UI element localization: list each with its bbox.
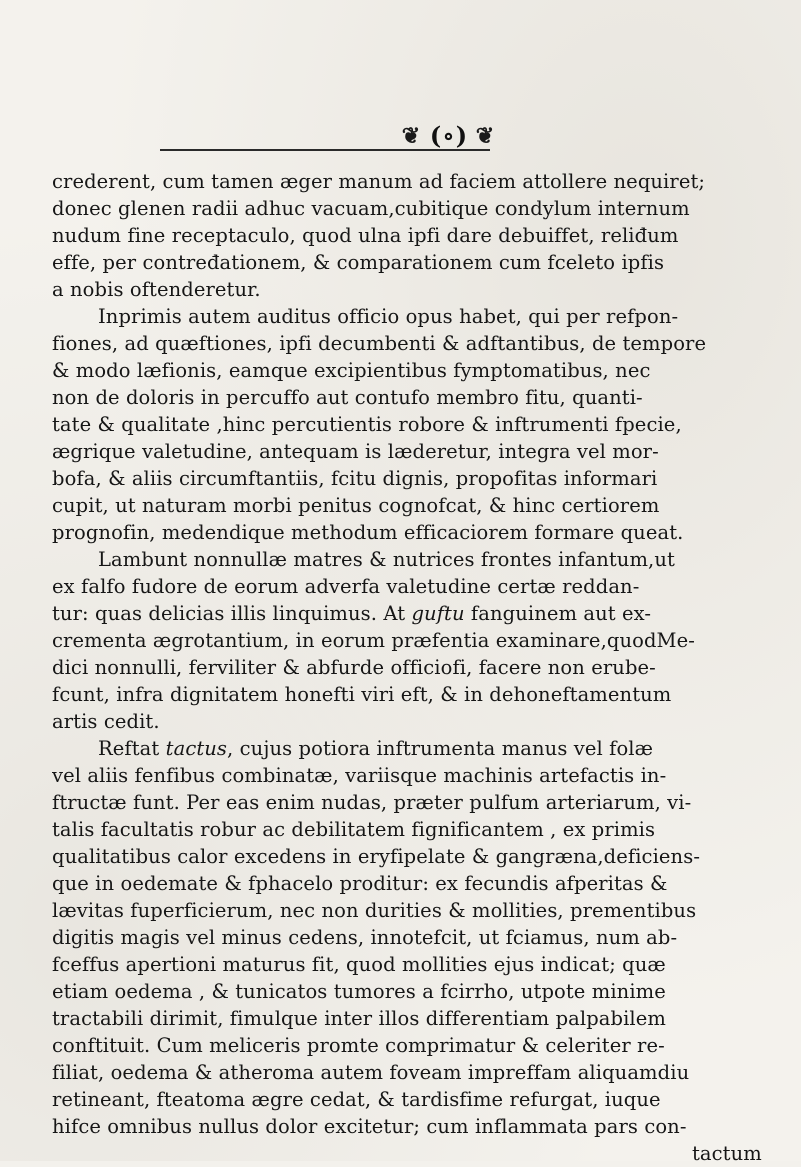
header-ornament bbox=[300, 118, 540, 168]
paragraph-start: Lambunt nonnullæ matres & nutrices frontes infantum,ut bbox=[98, 548, 675, 571]
text-line: conftituit. Cum meliceris promte comprimatur & celeriter re- bbox=[52, 1034, 665, 1057]
text-line-gustu bbox=[52, 600, 794, 627]
page-mark: (∘) bbox=[429, 121, 469, 150]
text-line: fiones, ad quæftiones, ipfi decumbenti & adftantibus, de tempore bbox=[52, 332, 707, 355]
text-line: filiat, oedema & atheroma autem foveam impreffam aliquamdiu bbox=[52, 1061, 690, 1084]
text-line: qualitatibus calor excedens in eryfipelate & gangræna,deficiens- bbox=[52, 845, 701, 868]
text-line: talis facultatis robur ac debilitatem fignificantem , ex primis bbox=[52, 818, 656, 841]
term-gustu: guftu bbox=[411, 602, 465, 625]
text-segment: tur: quas delicias illis linquimus. At bbox=[52, 602, 406, 625]
text-segment: Reftat bbox=[98, 737, 160, 760]
text-segment: fanguinem aut ex- bbox=[464, 602, 652, 625]
text-line: non de doloris in percuffo aut contufo membro fitu, quanti- bbox=[52, 386, 643, 409]
text-line: nudum fine receptaculo, quod ulna ipfi dare debuiffet, reliđum bbox=[52, 224, 679, 247]
text-line: dici nonnulli, ferviliter & abfurde officiofi, facere non erube- bbox=[52, 656, 656, 679]
body-text bbox=[52, 168, 794, 1167]
text-line: ægrique valetudine, antequam is læderetur, integra vel mor- bbox=[52, 440, 659, 463]
fleuron-left-icon: ❦ bbox=[401, 123, 421, 149]
text-line: fcunt, infra dignitatem honefti viri eft, & in dehoneftamentum bbox=[52, 683, 672, 706]
text-line: crederent, cum tamen æger manum ad faciem attollere nequiret; bbox=[52, 170, 706, 193]
text-line: cupit, ut naturam morbi penitus cognofcat, & hinc certiorem bbox=[52, 494, 660, 517]
catchword: tactum bbox=[692, 1142, 762, 1165]
text-line: lævitas fuperficierum, nec non durities & mollities, prementibus bbox=[52, 899, 697, 922]
text-line: vel aliis fenfibus combinatæ, variisque machinis artefactis in- bbox=[52, 764, 667, 787]
text-line: effe, per contređationem, & comparationem cum fceleto ipfis bbox=[52, 251, 665, 274]
text-line: ftructæ funt. Per eas enim nudas, præter pulfum arteriarum, vi- bbox=[52, 791, 692, 814]
text-segment: , cujus potiora inftrumenta manus vel folæ bbox=[227, 737, 654, 760]
paragraph-start-tactus bbox=[52, 735, 794, 762]
text-line: prognofin, medendique methodum efficaciorem formare queat. bbox=[52, 521, 684, 544]
text-line: que in oedemate & fphacelo proditur: ex fecundis afperitas & bbox=[52, 872, 668, 895]
text-line: & modo læfionis, eamque excipientibus fymptomatibus, nec bbox=[52, 359, 651, 382]
text-line: fceffus apertioni maturus fit, quod mollities ejus indicat; quæ bbox=[52, 953, 666, 976]
text-line: artis cedit. bbox=[52, 710, 160, 733]
text-line: hifce omnibus nullus dolor excitetur; cum inflammata pars con- bbox=[52, 1115, 687, 1138]
term-tactus: tactus bbox=[165, 737, 228, 760]
text-line: retineant, fteatoma ægre cedat, & tardisfime refurgat, iuque bbox=[52, 1088, 661, 1111]
text-line: tractabili dirimit, fimulque inter illos differentiam palpabilem bbox=[52, 1007, 667, 1030]
text-line: digitis magis vel minus cedens, innotefcit, ut fciamus, num ab- bbox=[52, 926, 678, 949]
fleuron-right-icon: ❦ bbox=[475, 123, 495, 149]
text-line: bofa, & aliis circumftantiis, fcitu dignis, propofitas informari bbox=[52, 467, 658, 490]
text-line: a nobis oftenderetur. bbox=[52, 278, 261, 301]
paragraph-start: Inprimis autem auditus officio opus habet, qui per refpon- bbox=[98, 305, 679, 328]
text-line: ex falfo fudore de eorum adverfa valetudine certæ reddan- bbox=[52, 575, 640, 598]
text-line: etiam oedema , & tunicatos tumores a fcirrho, utpote minime bbox=[52, 980, 666, 1003]
text-line: donec glenen radii adhuc vacuam,cubitique condylum internum bbox=[52, 197, 690, 220]
text-line: tate & qualitate ,hinc percutientis robore & inftrumenti fpecie, bbox=[52, 413, 682, 436]
text-line: crementa ægrotantium, in eorum præfentia examinare,quodMe- bbox=[52, 629, 695, 652]
